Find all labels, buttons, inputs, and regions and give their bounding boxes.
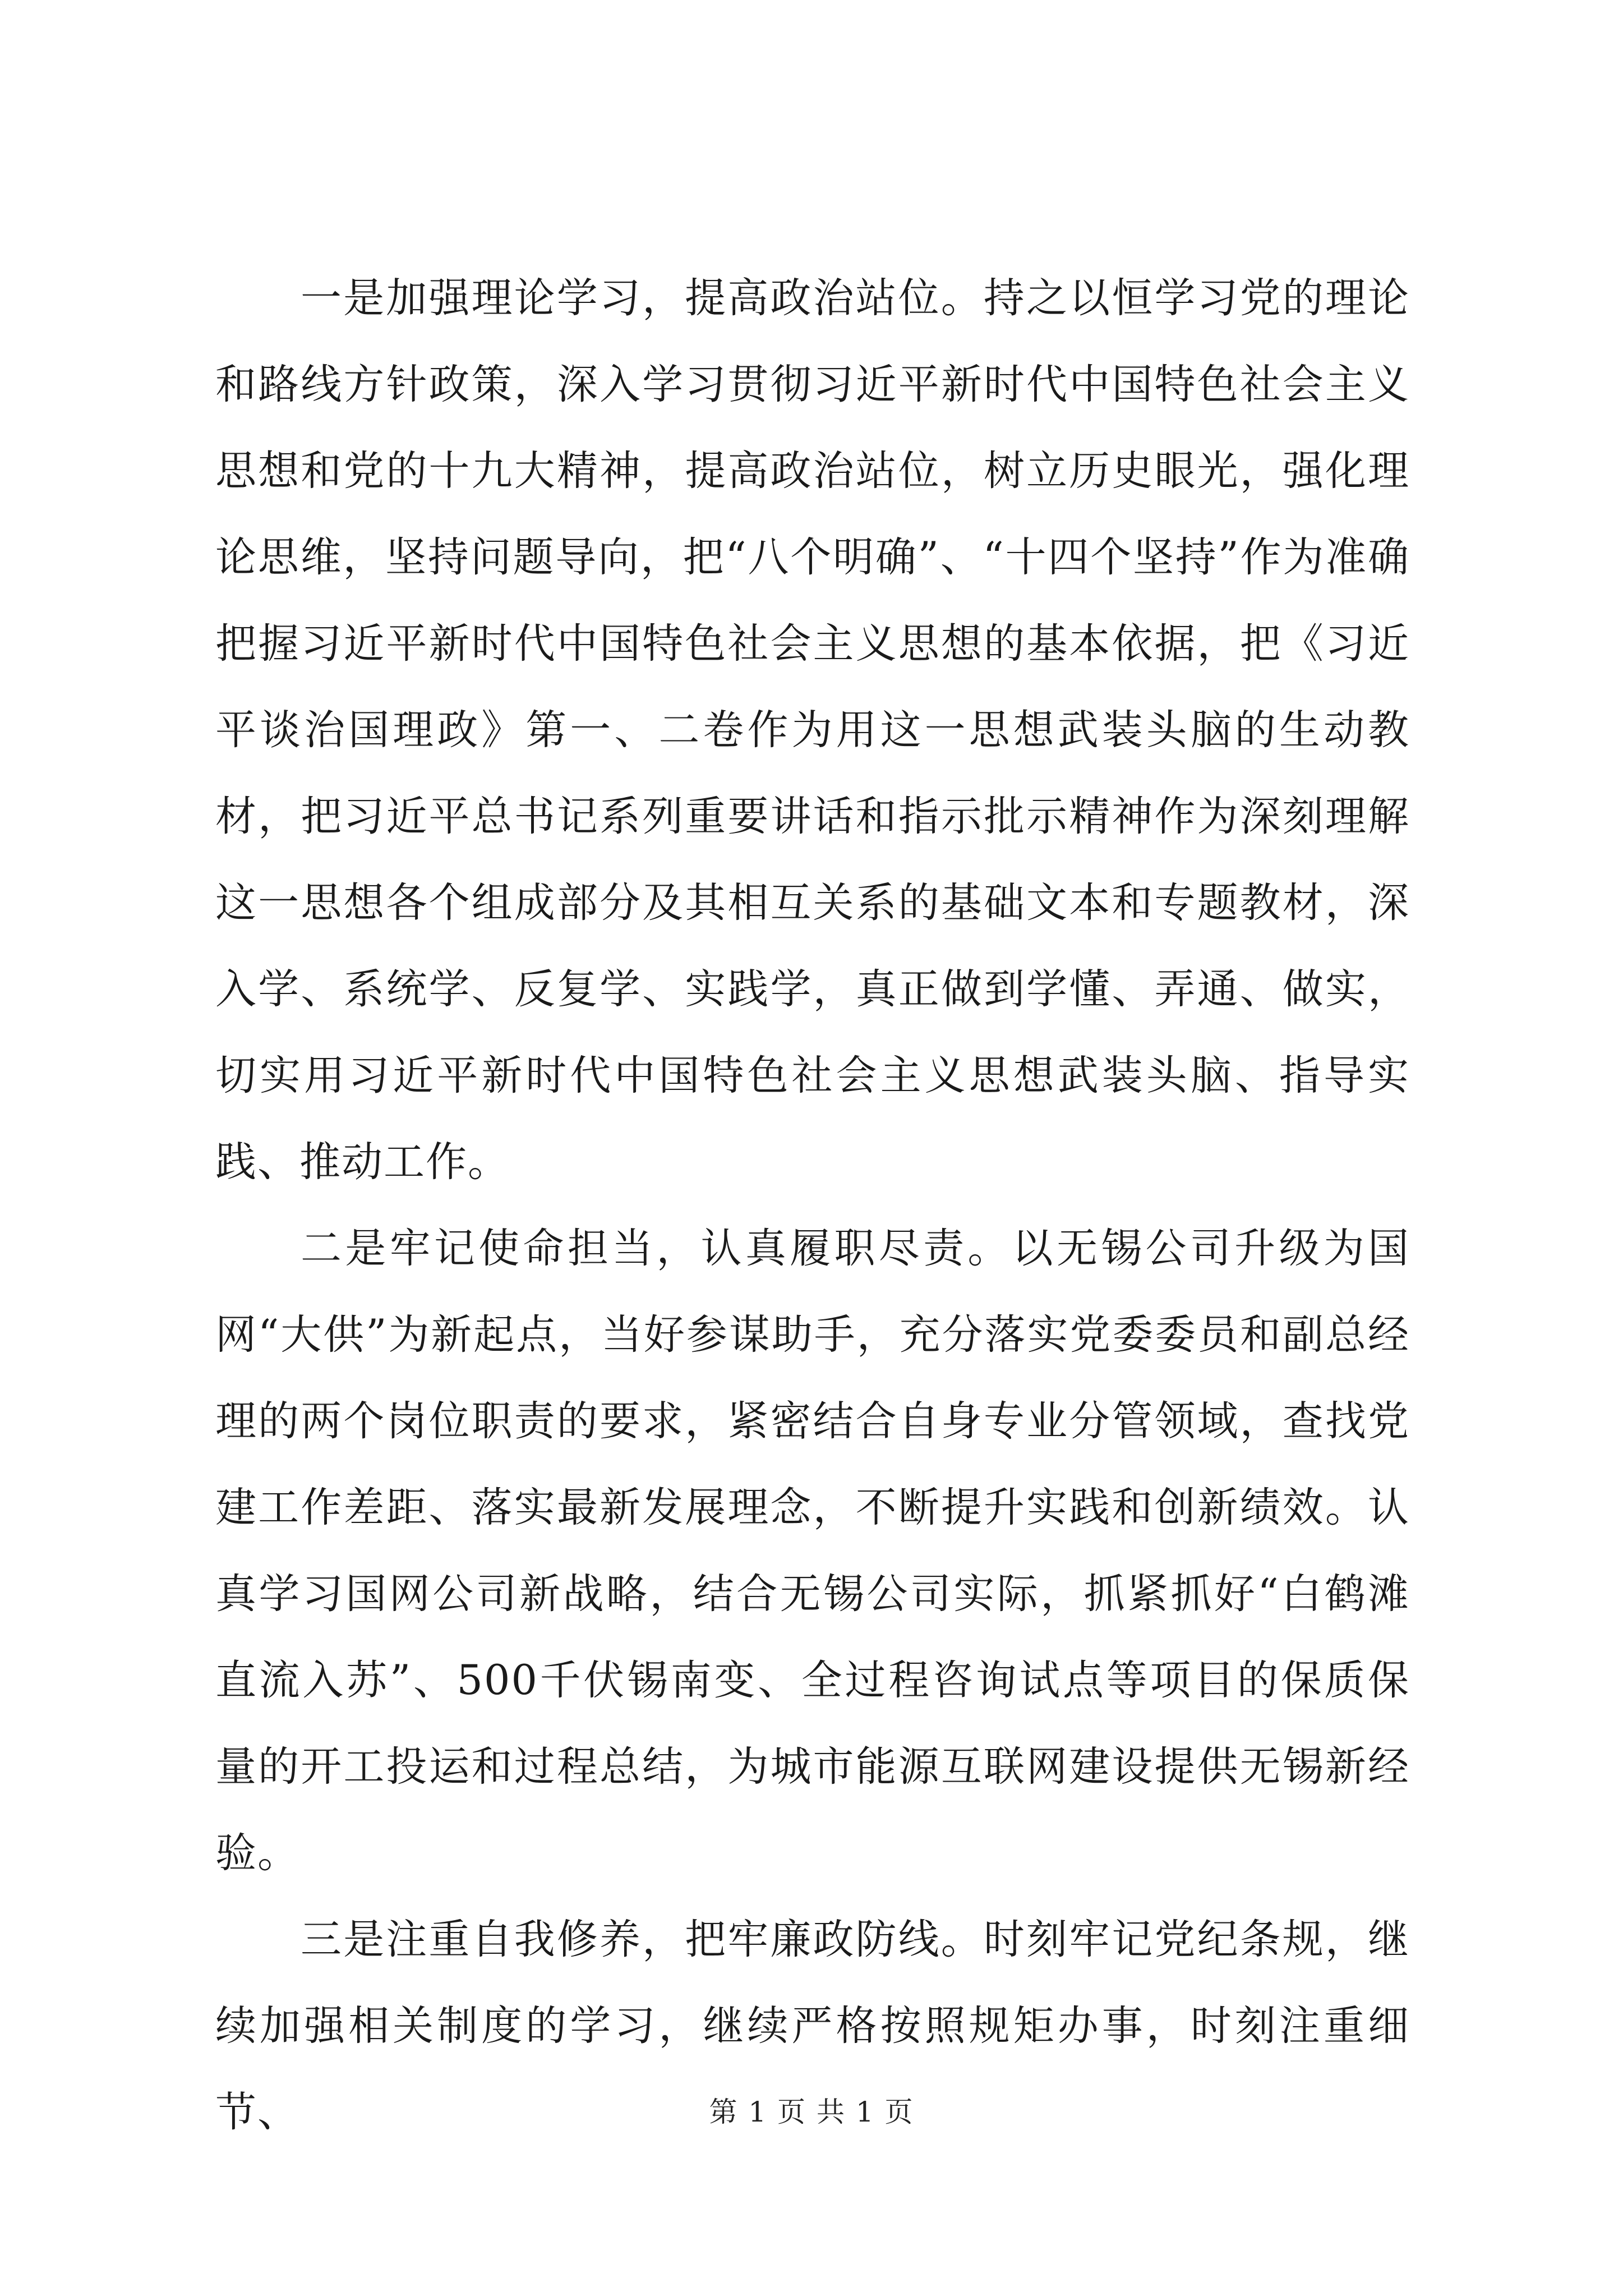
page-footer: 第 1 页 共 1 页: [709, 2096, 914, 2128]
paragraph-1: 一是加强理论学习，提高政治站位。持之以恒学习党的理论和路线方针政策，深入学习贯彻习近平新时代中国特色社会主义思想和党的十九大精神，提高政治站位，树立历史眼光，强化理论思维，坚持问题导向，把“八个明确”、“十四个坚持”作为准确把握习近平新时代中国特色社会主义思想的基本依据，把《习近平谈治国理政》第一、二卷作为用这一思想武装头脑的生动教材，把习近平总书记系列重要讲话和指示批示精神作为深刻理解这一思想各个组成部分及其相互关系的基础文本和专题教材，深入学、系统学、反复学、实践学，真正做到学懂、弄通、做实，切实用习近平新时代中国特色社会主义思想武装头脑、指导实践、推动工作。: [215, 274, 1410, 1186]
paragraph-2: 二是牢记使命担当，认真履职尽责。以无锡公司升级为国网“大供”为新起点，当好参谋助手，充分落实党委委员和副总经理的两个岗位职责的要求，紧密结合自身专业分管领域，查找党建工作差距、落实最新发展理念，不断提升实践和创新绩效。认真学习国网公司新战略，结合无锡公司实际，抓紧抓好“白鹤滩直流入苏”、500千伏锡南变、全过程咨询试点等项目的保质保量的开工投运和过程总结，为城市能源互联网建设提供无锡新经验。: [215, 1225, 1410, 1877]
document-body: [215, 255, 1410, 2156]
paragraph-3: 三是注重自我修养，把牢廉政防线。时刻牢记党纪条规，继续加强相关制度的学习，继续严格按照规矩办事，时刻注重细节、: [215, 1916, 1410, 2136]
